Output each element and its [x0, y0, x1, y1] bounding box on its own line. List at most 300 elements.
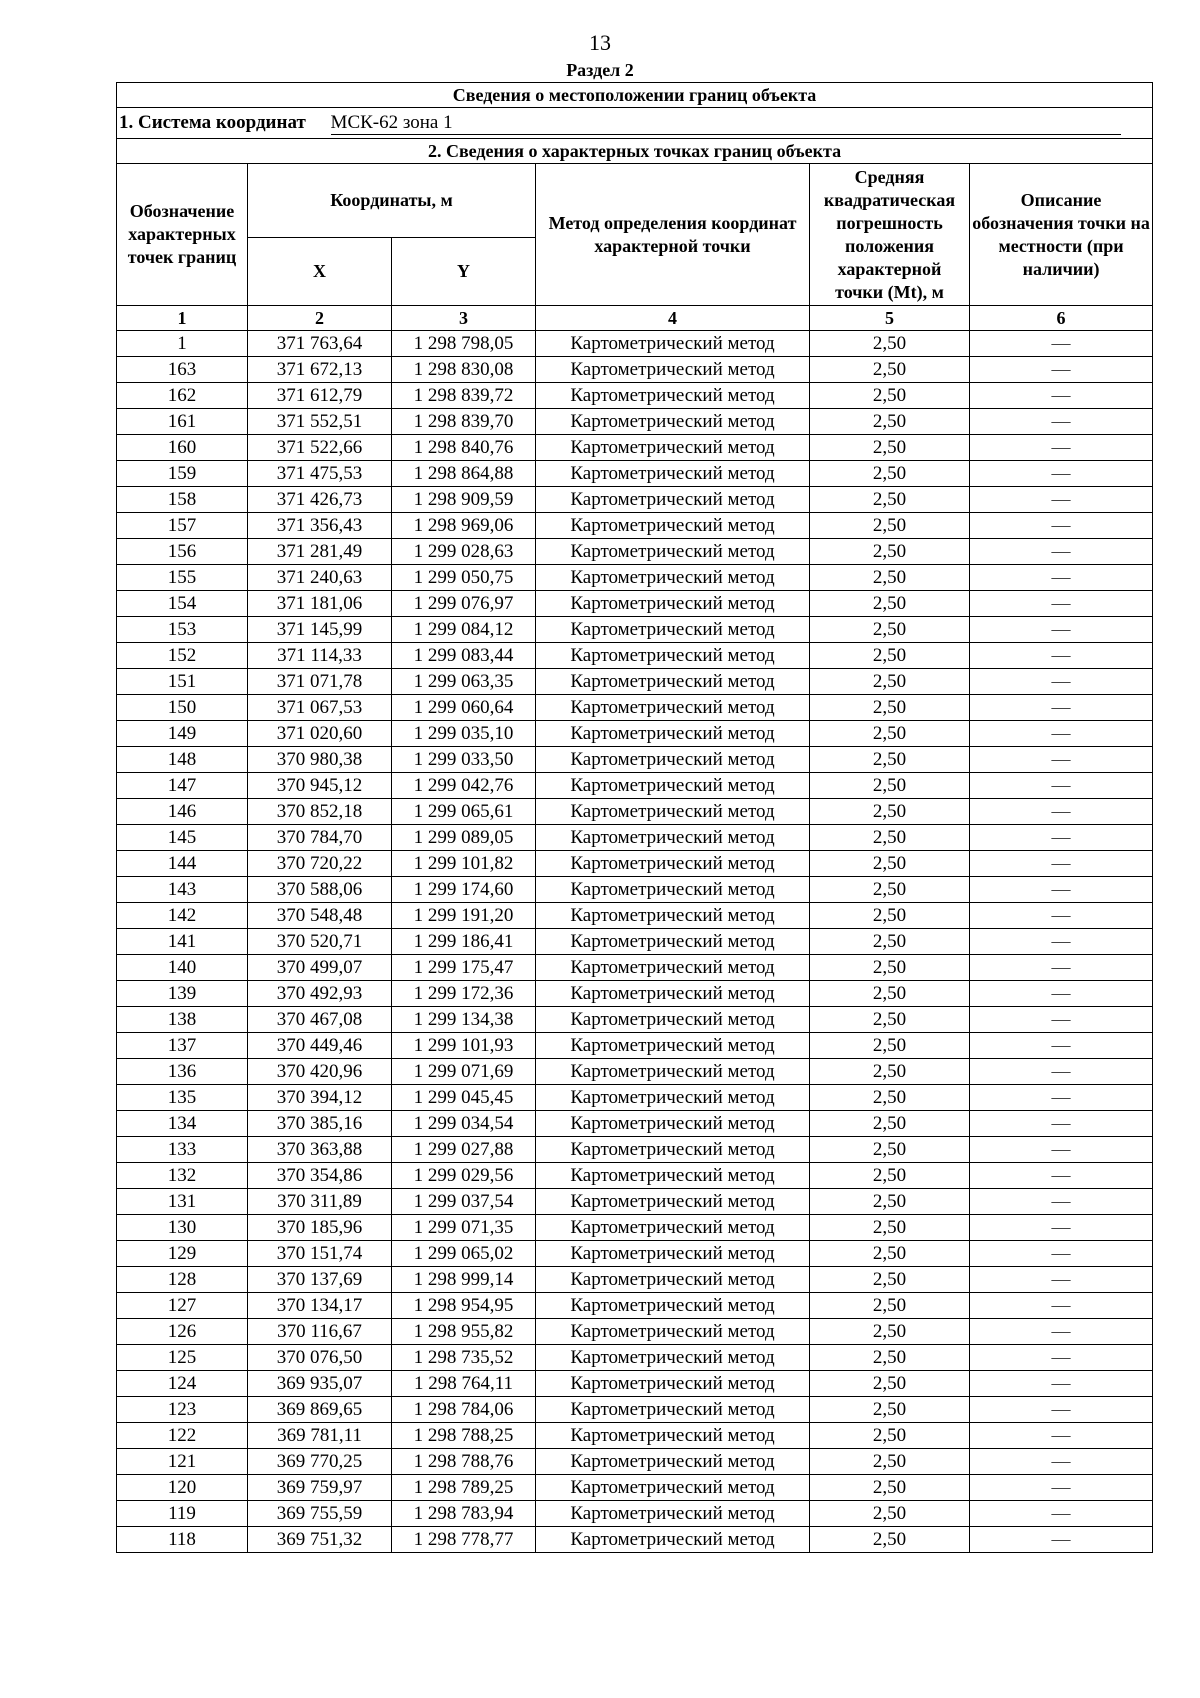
coord-y: 1 299 042,76 [392, 773, 536, 799]
method: Картометрический метод [536, 851, 810, 877]
description: — [970, 1371, 1153, 1397]
description: — [970, 669, 1153, 695]
description: — [970, 1267, 1153, 1293]
error-value: 2,50 [810, 331, 970, 357]
coord-y: 1 299 134,38 [392, 1007, 536, 1033]
description: — [970, 383, 1153, 409]
method: Картометрический метод [536, 1397, 810, 1423]
point-number: 147 [117, 773, 248, 799]
coord-x: 370 385,16 [248, 1111, 392, 1137]
description: — [970, 1345, 1153, 1371]
coord-y: 1 299 101,82 [392, 851, 536, 877]
table-row [117, 565, 1153, 591]
point-number: 158 [117, 487, 248, 513]
description: — [970, 513, 1153, 539]
coord-x: 370 945,12 [248, 773, 392, 799]
coord-x: 369 935,07 [248, 1371, 392, 1397]
coord-y: 1 299 071,69 [392, 1059, 536, 1085]
error-value: 2,50 [810, 409, 970, 435]
header-x: X [248, 238, 392, 306]
point-number: 130 [117, 1215, 248, 1241]
point-number: 123 [117, 1397, 248, 1423]
error-value: 2,50 [810, 1267, 970, 1293]
coord-x: 371 281,49 [248, 539, 392, 565]
coord-x: 369 755,59 [248, 1501, 392, 1527]
error-value: 2,50 [810, 513, 970, 539]
error-value: 2,50 [810, 929, 970, 955]
coord-y: 1 298 788,76 [392, 1449, 536, 1475]
coord-y: 1 298 969,06 [392, 513, 536, 539]
error-value: 2,50 [810, 981, 970, 1007]
coord-x: 370 137,69 [248, 1267, 392, 1293]
point-number: 144 [117, 851, 248, 877]
column-number: 3 [392, 306, 536, 331]
point-number: 159 [117, 461, 248, 487]
coordinate-system-row [117, 108, 1153, 139]
coord-x: 371 763,64 [248, 331, 392, 357]
description: — [970, 1085, 1153, 1111]
table-row [117, 487, 1153, 513]
coord-x: 370 134,17 [248, 1293, 392, 1319]
method: Картометрический метод [536, 1319, 810, 1345]
coord-x: 370 354,86 [248, 1163, 392, 1189]
table-row [117, 1241, 1153, 1267]
method: Картометрический метод [536, 487, 810, 513]
coord-x: 371 522,66 [248, 435, 392, 461]
description: — [970, 1007, 1153, 1033]
coord-x: 370 980,38 [248, 747, 392, 773]
error-value: 2,50 [810, 643, 970, 669]
table-row [117, 1527, 1153, 1553]
boundary-points-table [116, 82, 1153, 1553]
description: — [970, 357, 1153, 383]
table-row [117, 773, 1153, 799]
point-number: 139 [117, 981, 248, 1007]
method: Картометрический метод [536, 383, 810, 409]
method: Картометрический метод [536, 1293, 810, 1319]
coord-y: 1 299 027,88 [392, 1137, 536, 1163]
coord-y: 1 298 955,82 [392, 1319, 536, 1345]
method: Картометрический метод [536, 461, 810, 487]
description: — [970, 799, 1153, 825]
method: Картометрический метод [536, 929, 810, 955]
coord-y: 1 298 778,77 [392, 1527, 536, 1553]
coord-x: 370 852,18 [248, 799, 392, 825]
coord-y: 1 299 060,64 [392, 695, 536, 721]
coord-y: 1 299 084,12 [392, 617, 536, 643]
table-title-row [117, 83, 1153, 108]
error-value: 2,50 [810, 825, 970, 851]
description: — [970, 903, 1153, 929]
column-numbers-row [117, 306, 1153, 331]
coord-x: 371 426,73 [248, 487, 392, 513]
coord-x: 371 067,53 [248, 695, 392, 721]
error-value: 2,50 [810, 747, 970, 773]
coord-y: 1 298 839,72 [392, 383, 536, 409]
column-number: 4 [536, 306, 810, 331]
error-value: 2,50 [810, 435, 970, 461]
description: — [970, 1475, 1153, 1501]
table-row [117, 1449, 1153, 1475]
table-row [117, 1345, 1153, 1371]
coord-y: 1 299 035,10 [392, 721, 536, 747]
coord-y: 1 299 186,41 [392, 929, 536, 955]
coord-x: 371 612,79 [248, 383, 392, 409]
description: — [970, 1189, 1153, 1215]
error-value: 2,50 [810, 383, 970, 409]
coord-y: 1 299 175,47 [392, 955, 536, 981]
point-number: 156 [117, 539, 248, 565]
coord-y: 1 299 037,54 [392, 1189, 536, 1215]
coord-y: 1 299 174,60 [392, 877, 536, 903]
coord-x: 370 394,12 [248, 1085, 392, 1111]
point-number: 157 [117, 513, 248, 539]
method: Картометрический метод [536, 1111, 810, 1137]
error-value: 2,50 [810, 1033, 970, 1059]
table-title: Сведения о местоположении границ объекта [117, 83, 1153, 108]
coord-y: 1 298 788,25 [392, 1423, 536, 1449]
error-value: 2,50 [810, 773, 970, 799]
table-row [117, 851, 1153, 877]
error-value: 2,50 [810, 903, 970, 929]
table-row [117, 1111, 1153, 1137]
error-value: 2,50 [810, 1215, 970, 1241]
coord-x: 370 363,88 [248, 1137, 392, 1163]
description: — [970, 1319, 1153, 1345]
description: — [970, 539, 1153, 565]
coord-y: 1 299 065,02 [392, 1241, 536, 1267]
description: — [970, 1215, 1153, 1241]
point-number: 132 [117, 1163, 248, 1189]
point-number: 127 [117, 1293, 248, 1319]
table-row [117, 825, 1153, 851]
point-number: 136 [117, 1059, 248, 1085]
coord-x: 370 116,67 [248, 1319, 392, 1345]
table-row [117, 981, 1153, 1007]
table-row [117, 1293, 1153, 1319]
coord-x: 370 520,71 [248, 929, 392, 955]
description: — [970, 877, 1153, 903]
coord-x: 371 145,99 [248, 617, 392, 643]
coord-y: 1 298 783,94 [392, 1501, 536, 1527]
point-number: 154 [117, 591, 248, 617]
error-value: 2,50 [810, 1007, 970, 1033]
coord-y: 1 299 050,75 [392, 565, 536, 591]
coord-y: 1 299 076,97 [392, 591, 536, 617]
point-number: 150 [117, 695, 248, 721]
error-value: 2,50 [810, 955, 970, 981]
error-value: 2,50 [810, 1189, 970, 1215]
error-value: 2,50 [810, 1423, 970, 1449]
point-number: 120 [117, 1475, 248, 1501]
coord-y: 1 299 033,50 [392, 747, 536, 773]
point-number: 118 [117, 1527, 248, 1553]
coord-y: 1 299 101,93 [392, 1033, 536, 1059]
coord-x: 369 751,32 [248, 1527, 392, 1553]
description: — [970, 1111, 1153, 1137]
coord-y: 1 299 063,35 [392, 669, 536, 695]
coord-x: 370 420,96 [248, 1059, 392, 1085]
description: — [970, 851, 1153, 877]
point-number: 119 [117, 1501, 248, 1527]
method: Картометрический метод [536, 903, 810, 929]
points-title-row [117, 139, 1153, 164]
point-number: 131 [117, 1189, 248, 1215]
coord-y: 1 298 789,25 [392, 1475, 536, 1501]
error-value: 2,50 [810, 799, 970, 825]
point-number: 126 [117, 1319, 248, 1345]
description: — [970, 1423, 1153, 1449]
coord-x: 370 449,46 [248, 1033, 392, 1059]
coord-x: 371 020,60 [248, 721, 392, 747]
method: Картометрический метод [536, 1033, 810, 1059]
header-designation: Обозначение характерных точек границ [117, 164, 248, 306]
method: Картометрический метод [536, 539, 810, 565]
point-number: 133 [117, 1137, 248, 1163]
method: Картометрический метод [536, 1163, 810, 1189]
coord-y: 1 298 954,95 [392, 1293, 536, 1319]
method: Картометрический метод [536, 1449, 810, 1475]
method: Картометрический метод [536, 981, 810, 1007]
coord-x: 370 548,48 [248, 903, 392, 929]
table-row [117, 1059, 1153, 1085]
point-number: 134 [117, 1111, 248, 1137]
error-value: 2,50 [810, 1111, 970, 1137]
point-number: 146 [117, 799, 248, 825]
error-value: 2,50 [810, 1085, 970, 1111]
error-value: 2,50 [810, 721, 970, 747]
description: — [970, 487, 1153, 513]
coord-y: 1 299 034,54 [392, 1111, 536, 1137]
coord-x: 370 499,07 [248, 955, 392, 981]
error-value: 2,50 [810, 357, 970, 383]
method: Картометрический метод [536, 825, 810, 851]
method: Картометрический метод [536, 1423, 810, 1449]
point-number: 135 [117, 1085, 248, 1111]
coord-y: 1 298 735,52 [392, 1345, 536, 1371]
table-row [117, 409, 1153, 435]
coord-x: 370 311,89 [248, 1189, 392, 1215]
point-number: 161 [117, 409, 248, 435]
error-value: 2,50 [810, 591, 970, 617]
description: — [970, 1293, 1153, 1319]
table-row [117, 1163, 1153, 1189]
coord-y: 1 298 764,11 [392, 1371, 536, 1397]
table-row [117, 799, 1153, 825]
coord-x: 369 781,11 [248, 1423, 392, 1449]
table-row [117, 1371, 1153, 1397]
point-number: 155 [117, 565, 248, 591]
points-title: 2. Сведения о характерных точках границ объекта [117, 139, 1153, 164]
table-row [117, 1423, 1153, 1449]
header-error: Средняя квадратическая погрешность положения характерной точки (Mt), м [810, 164, 970, 306]
description: — [970, 1241, 1153, 1267]
method: Картометрический метод [536, 357, 810, 383]
coord-y: 1 299 172,36 [392, 981, 536, 1007]
coord-y: 1 298 999,14 [392, 1267, 536, 1293]
coord-y: 1 298 864,88 [392, 461, 536, 487]
method: Картометрический метод [536, 591, 810, 617]
error-value: 2,50 [810, 1527, 970, 1553]
error-value: 2,50 [810, 1501, 970, 1527]
error-value: 2,50 [810, 877, 970, 903]
table-row [117, 357, 1153, 383]
coord-x: 370 151,74 [248, 1241, 392, 1267]
error-value: 2,50 [810, 1397, 970, 1423]
point-number: 151 [117, 669, 248, 695]
method: Картометрический метод [536, 565, 810, 591]
coord-y: 1 299 029,56 [392, 1163, 536, 1189]
error-value: 2,50 [810, 1475, 970, 1501]
method: Картометрический метод [536, 331, 810, 357]
coord-y: 1 299 071,35 [392, 1215, 536, 1241]
method: Картометрический метод [536, 799, 810, 825]
description: — [970, 747, 1153, 773]
table-row [117, 955, 1153, 981]
header-row-1 [117, 164, 1153, 238]
description: — [970, 929, 1153, 955]
table-row [117, 1033, 1153, 1059]
description: — [970, 565, 1153, 591]
description: — [970, 591, 1153, 617]
table-row [117, 903, 1153, 929]
error-value: 2,50 [810, 539, 970, 565]
coord-y: 1 298 830,08 [392, 357, 536, 383]
table-row [117, 747, 1153, 773]
table-row [117, 721, 1153, 747]
description: — [970, 825, 1153, 851]
error-value: 2,50 [810, 1345, 970, 1371]
coord-x: 369 770,25 [248, 1449, 392, 1475]
table-row [117, 695, 1153, 721]
coord-x: 369 759,97 [248, 1475, 392, 1501]
method: Картометрический метод [536, 1475, 810, 1501]
description: — [970, 435, 1153, 461]
point-number: 160 [117, 435, 248, 461]
method: Картометрический метод [536, 669, 810, 695]
point-number: 137 [117, 1033, 248, 1059]
method: Картометрический метод [536, 1085, 810, 1111]
method: Картометрический метод [536, 773, 810, 799]
coord-y: 1 299 028,63 [392, 539, 536, 565]
description: — [970, 643, 1153, 669]
error-value: 2,50 [810, 669, 970, 695]
coord-y: 1 299 089,05 [392, 825, 536, 851]
description: — [970, 955, 1153, 981]
point-number: 145 [117, 825, 248, 851]
description: — [970, 1397, 1153, 1423]
point-number: 163 [117, 357, 248, 383]
table-row [117, 383, 1153, 409]
coord-x: 370 076,50 [248, 1345, 392, 1371]
coord-y: 1 299 065,61 [392, 799, 536, 825]
coord-y: 1 298 784,06 [392, 1397, 536, 1423]
page-number: 13 [589, 30, 611, 55]
coord-x: 369 869,65 [248, 1397, 392, 1423]
method: Картометрический метод [536, 1189, 810, 1215]
error-value: 2,50 [810, 1371, 970, 1397]
point-number: 143 [117, 877, 248, 903]
coord-x: 370 588,06 [248, 877, 392, 903]
method: Картометрический метод [536, 617, 810, 643]
method: Картометрический метод [536, 1345, 810, 1371]
coord-y: 1 299 191,20 [392, 903, 536, 929]
table-row [117, 1007, 1153, 1033]
point-number: 141 [117, 929, 248, 955]
method: Картометрический метод [536, 747, 810, 773]
method: Картометрический метод [536, 1527, 810, 1553]
description: — [970, 409, 1153, 435]
description: — [970, 721, 1153, 747]
description: — [970, 773, 1153, 799]
method: Картометрический метод [536, 877, 810, 903]
point-number: 138 [117, 1007, 248, 1033]
point-number: 152 [117, 643, 248, 669]
error-value: 2,50 [810, 1319, 970, 1345]
table-row [117, 1085, 1153, 1111]
method: Картометрический метод [536, 1215, 810, 1241]
error-value: 2,50 [810, 617, 970, 643]
coord-x: 371 114,33 [248, 643, 392, 669]
description: — [970, 1501, 1153, 1527]
column-number: 6 [970, 306, 1153, 331]
point-number: 153 [117, 617, 248, 643]
point-number: 128 [117, 1267, 248, 1293]
table-row [117, 461, 1153, 487]
coord-y: 1 299 083,44 [392, 643, 536, 669]
section-label: Раздел 2 [566, 60, 634, 80]
method: Картометрический метод [536, 1137, 810, 1163]
method: Картометрический метод [536, 643, 810, 669]
point-number: 162 [117, 383, 248, 409]
method: Картометрический метод [536, 1241, 810, 1267]
error-value: 2,50 [810, 1293, 970, 1319]
error-value: 2,50 [810, 1137, 970, 1163]
header-coordinates: Координаты, м [248, 164, 536, 238]
coord-x: 371 181,06 [248, 591, 392, 617]
point-number: 124 [117, 1371, 248, 1397]
point-number: 129 [117, 1241, 248, 1267]
coord-x: 371 672,13 [248, 357, 392, 383]
table-row [117, 877, 1153, 903]
description: — [970, 331, 1153, 357]
error-value: 2,50 [810, 487, 970, 513]
coordinate-system-value: МСК-62 зона 1 [331, 112, 1121, 135]
description: — [970, 617, 1153, 643]
point-number: 148 [117, 747, 248, 773]
description: — [970, 1137, 1153, 1163]
table-row [117, 1137, 1153, 1163]
method: Картометрический метод [536, 1371, 810, 1397]
coord-y: 1 298 909,59 [392, 487, 536, 513]
table-row [117, 929, 1153, 955]
method: Картометрический метод [536, 513, 810, 539]
point-number: 1 [117, 331, 248, 357]
header-y: Y [392, 238, 536, 306]
point-number: 125 [117, 1345, 248, 1371]
description: — [970, 1033, 1153, 1059]
method: Картометрический метод [536, 1007, 810, 1033]
method: Картометрический метод [536, 1059, 810, 1085]
error-value: 2,50 [810, 1241, 970, 1267]
table-row [117, 1475, 1153, 1501]
table-row [117, 1189, 1153, 1215]
method: Картометрический метод [536, 1267, 810, 1293]
error-value: 2,50 [810, 851, 970, 877]
header-method: Метод определения координат характерной точки [536, 164, 810, 306]
coord-x: 370 720,22 [248, 851, 392, 877]
description: — [970, 1059, 1153, 1085]
